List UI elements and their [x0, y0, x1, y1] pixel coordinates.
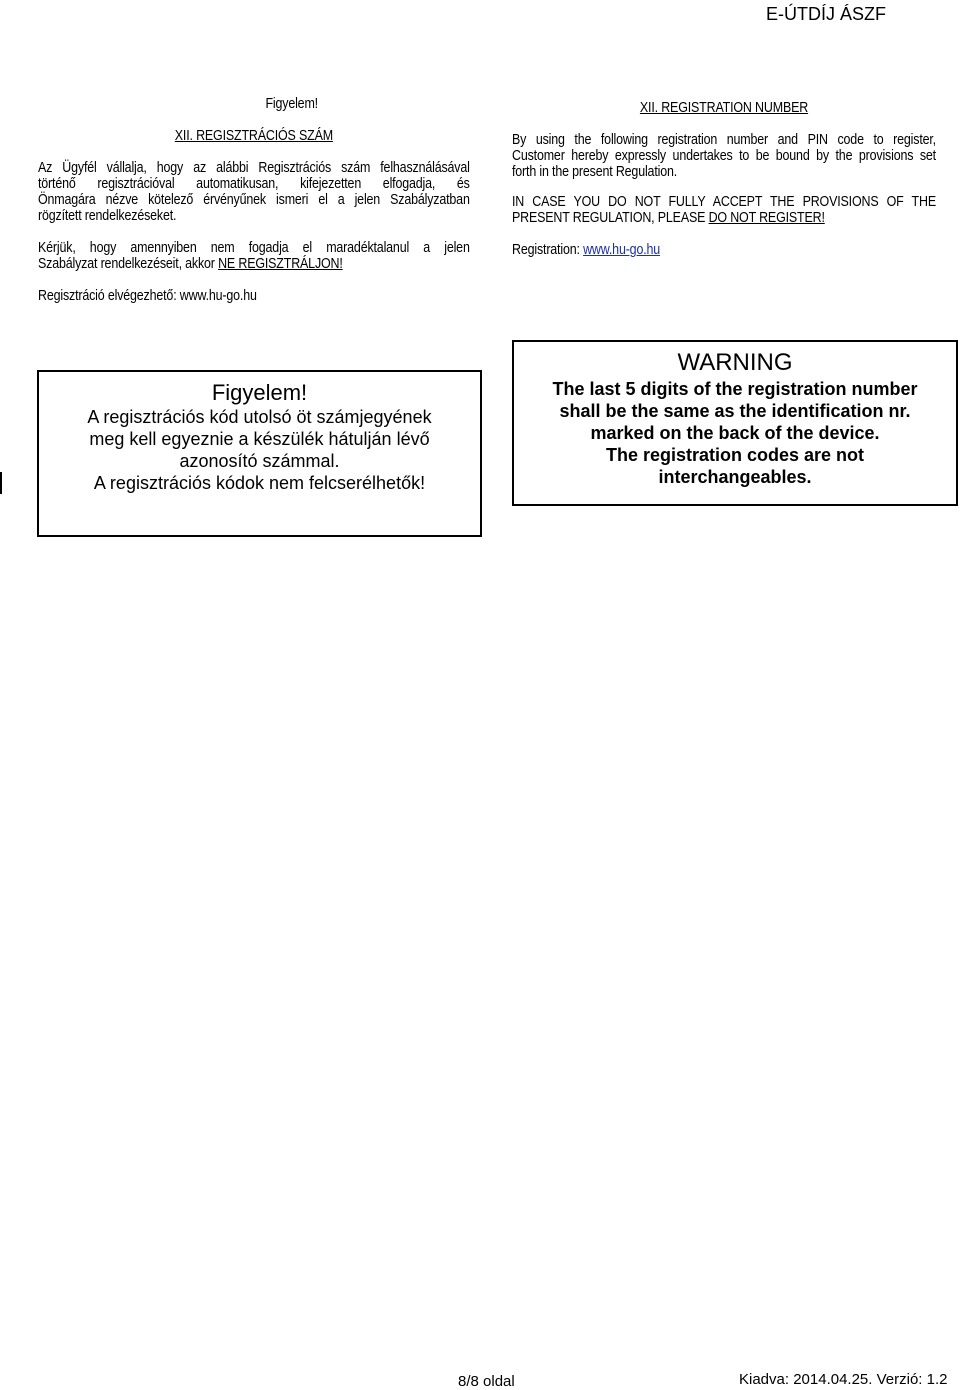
paragraph-line: rögzített rendelkezéseket.: [38, 208, 177, 224]
request-text: Szabályzat rendelkezéseit, akkor: [38, 256, 219, 272]
paragraph-line: történő regisztrációval automatikusan, kifejezetten elfogadja, és: [38, 176, 470, 192]
left-column: [38, 96, 470, 304]
section-title-hu: XII. REGISZTRÁCIÓS SZÁM: [174, 128, 333, 144]
paragraph-line: [38, 256, 470, 272]
warning-line: marked on the back of the device.: [590, 423, 880, 443]
page-number: 8/8 oldal: [458, 1373, 515, 1390]
paragraph-line: IN CASE YOU DO NOT FULLY ACCEPT THE PROVISIONS OF THE: [512, 194, 936, 210]
warning-title-en: WARNING: [677, 349, 793, 376]
warning-line: The registration codes are not: [605, 445, 865, 465]
right-column: [512, 100, 936, 258]
warning-line: A regisztrációs kódok nem felcserélhetők!: [93, 473, 426, 493]
case-paragraph-en: [512, 194, 936, 226]
registration-line-hu: Regisztráció elvégezhető: www.hu-go.hu: [38, 288, 257, 304]
document-title: E-ÚTDÍJ ÁSZF: [766, 4, 886, 24]
paragraph-line: Kérjük, hogy amennyiben nem fogadja el maradéktalanul a jelen: [38, 240, 470, 256]
warning-title-hu: Figyelem!: [211, 380, 308, 405]
registration-link[interactable]: www.hu-go.hu: [583, 242, 661, 258]
registration-label-en: Registration:: [512, 242, 584, 258]
section-title-en: XII. REGISTRATION NUMBER: [639, 100, 809, 116]
acceptance-paragraph-hu: [38, 160, 470, 224]
paragraph-line: Az Ügyfél vállalja, hogy az alábbi Regisztrációs szám felhasználásával: [38, 160, 470, 176]
warning-line: shall be the same as the identification nr.: [559, 401, 911, 421]
warning-line: azonosító számmal.: [179, 451, 340, 471]
case-text: PRESENT REGULATION, PLEASE: [512, 210, 709, 226]
warning-line: The last 5 digits of the registration number: [552, 379, 918, 399]
acceptance-paragraph-en: [512, 132, 936, 180]
warning-box-hu: [37, 370, 482, 537]
attention-heading: Figyelem!: [265, 96, 318, 112]
do-not-register-emphasis-hu: NE REGISZTRÁLJON!: [218, 256, 343, 272]
warning-line: interchangeables.: [658, 467, 812, 487]
margin-mark: [0, 472, 2, 494]
warning-box-en: [512, 340, 958, 506]
paragraph-line: [512, 210, 936, 226]
paragraph-line: Customer hereby expressly undertakes to be bound by the provisions set: [512, 148, 936, 164]
paragraph-line: Önmagára nézve kötelező érvényűnek ismeri el a jelen Szabályzatban: [38, 192, 470, 208]
do-not-register-emphasis-en: DO NOT REGISTER!: [708, 210, 825, 226]
paragraph-line: forth in the present Regulation.: [512, 164, 678, 180]
issue-info: Kiadva: 2014.04.25. Verzió: 1.2: [739, 1371, 948, 1388]
registration-line-en: [512, 242, 936, 258]
paragraph-line: By using the following registration number and PIN code to register,: [512, 132, 936, 148]
warning-line: A regisztrációs kód utolsó öt számjegyének: [87, 407, 432, 427]
warning-line: meg kell egyeznie a készülék hátulján lévő: [89, 429, 430, 449]
request-paragraph-hu: [38, 240, 470, 272]
